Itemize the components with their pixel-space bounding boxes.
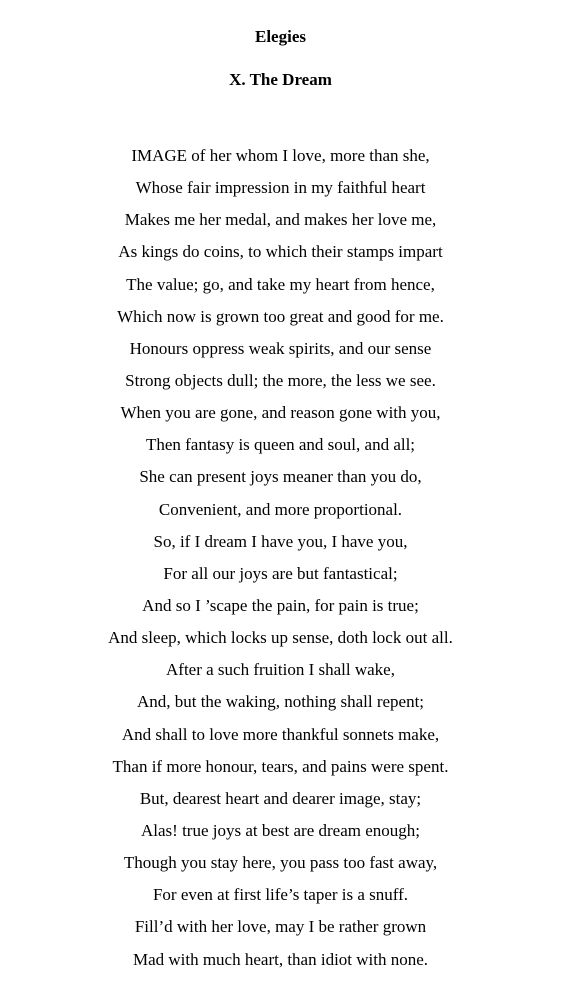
poem-line: And so I ’scape the pain, for pain is true; xyxy=(142,595,419,615)
poem-line: When you are gone, and reason gone with you, xyxy=(120,403,441,423)
poem-line: After a such fruition I shall wake, xyxy=(166,660,395,680)
poem-line: Fill’d with her love, may I be rather grown xyxy=(134,917,427,937)
poem-line: Than if more honour, tears, and pains were spent. xyxy=(112,756,449,776)
poem-line: Mad with much heart, than idiot with none. xyxy=(132,949,429,969)
poem-line: Honours oppress weak spirits, and our sense xyxy=(129,338,432,358)
poem-line: So, if I dream I have you, I have you, xyxy=(153,531,408,551)
poem-title: X. The Dream xyxy=(229,70,332,89)
poem-line: Though you stay here, you pass too fast away, xyxy=(123,853,438,873)
poem-line: And, but the waking, nothing shall repent; xyxy=(136,692,425,712)
poem-line: Convenient, and more proportional. xyxy=(158,499,403,519)
poem-line: IMAGE of her whom I love, more than she, xyxy=(131,146,430,165)
poem-line: For even at first life’s taper is a snuff. xyxy=(152,885,409,905)
poem-line: Makes me her medal, and makes her love me, xyxy=(124,210,437,230)
collection-title: Elegies xyxy=(255,27,306,46)
poem-line: But, dearest heart and dearer image, stay; xyxy=(139,788,422,808)
poem-line: Whose fair impression in my faithful heart xyxy=(135,178,426,198)
poem-line: Which now is grown too great and good for me. xyxy=(117,306,444,326)
poem-line: And shall to love more thankful sonnets make, xyxy=(121,724,440,744)
poem-body xyxy=(0,145,561,981)
poem-line: As kings do coins, to which their stamps impart xyxy=(118,242,443,262)
poem-line: Strong objects dull; the more, the less we see. xyxy=(125,370,436,390)
poem-line: Then fantasy is queen and soul, and all; xyxy=(145,435,416,455)
poem-line: For all our joys are but fantastical; xyxy=(163,563,398,583)
poem-line: Alas! true joys at best are dream enough; xyxy=(141,820,420,840)
poem-line: She can present joys meaner than you do, xyxy=(139,467,422,487)
poem-line: The value; go, and take my heart from hence, xyxy=(126,274,435,294)
poem-line: And sleep, which locks up sense, doth lock out all. xyxy=(108,628,453,648)
